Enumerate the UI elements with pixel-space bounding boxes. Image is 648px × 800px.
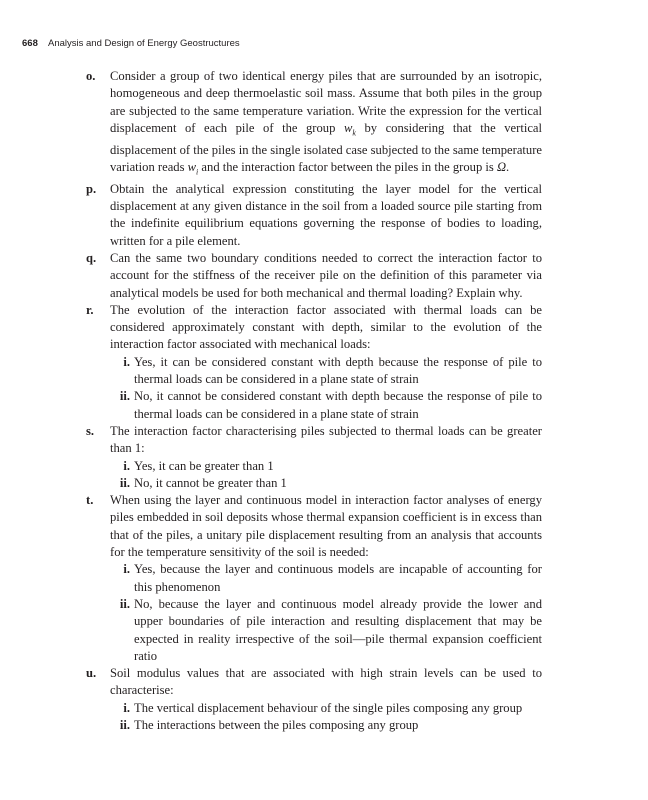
question-text: Obtain the analytical expression constituting the layer model for the vertical displacement at any given distance in the soil from a loaded source pile starting from the indefinite equilibrium equations governing the response of bodies to loading, written for a pile element. bbox=[110, 181, 542, 248]
option-text: No, it cannot be greater than 1 bbox=[134, 475, 287, 490]
option-item bbox=[110, 561, 542, 596]
omega-symbol: Ω bbox=[496, 160, 507, 174]
page-number: 668 bbox=[22, 38, 38, 49]
question-text: The evolution of the interaction factor associated with thermal loads can be considered approximately constant with depth, similar to the evolution of the interaction factor associated with mechanical loads: bbox=[110, 302, 542, 352]
question-text: Consider a group of two identical energy piles that are surrounded by an isotropic, homogeneous and deep thermoelastic soil mass. Assume that both piles in the group are subjected to the same temperature variation. Write the expression for the vertical displacement of each pile of the group $w_k$ by considering that the vertical displacement of the piles in the single isolated case subjected to the same temperature variation reads $w_i$ and the interaction factor between the piles in the group is Ω. bbox=[110, 69, 542, 177]
option-item bbox=[110, 596, 542, 665]
question-t bbox=[86, 492, 542, 665]
question-label: o. bbox=[86, 69, 96, 83]
option-text: The vertical displacement behaviour of the single piles composing any group bbox=[134, 700, 523, 715]
option-label: i. bbox=[123, 700, 130, 715]
option-item bbox=[110, 700, 542, 717]
option-label: ii. bbox=[119, 596, 130, 611]
question-text: Soil modulus values that are associated with high strain levels can be used to characterise: bbox=[110, 666, 542, 698]
option-label: i. bbox=[123, 562, 130, 577]
option-text: No, it cannot be considered constant with depth because the response of pile to thermal loads can be considered in a plane state of strain bbox=[134, 389, 542, 421]
question-label: t. bbox=[86, 493, 94, 508]
question-o bbox=[86, 68, 542, 181]
question-s bbox=[86, 423, 542, 492]
option-label: ii. bbox=[119, 475, 130, 490]
question-list bbox=[86, 68, 542, 734]
option-text: Yes, it can be considered constant with depth because the response of pile to thermal loads can be considered in a plane state of strain bbox=[134, 354, 542, 387]
option-text: The interactions between the piles composing any group bbox=[134, 718, 419, 733]
option-item bbox=[110, 717, 542, 734]
question-text: When using the layer and continuous model in interaction factor analyses of energy piles embedded in soil deposits whose thermal expansion coefficient is in excess than that of the piles, a unitary pile displacement resulting from an analysis that accounts for the temperature sensitivity of the soil is needed: bbox=[110, 493, 542, 560]
question-p bbox=[86, 181, 542, 250]
question-text: Can the same two boundary conditions needed to correct the interaction factor to account for the stiffness of the receiver pile on the definition of this parameter via analytical models be used for both mechanical and thermal loading? Explain why. bbox=[110, 251, 542, 300]
question-label: q. bbox=[86, 251, 97, 265]
option-label: ii. bbox=[119, 718, 130, 733]
question-label: s. bbox=[86, 423, 95, 438]
option-text: No, because the layer and continuous model already provide the lower and upper boundaries of pile interaction and resulting displacement that may be expected in reality irrespective of the soil—pile thermal expansion coefficient ratio bbox=[134, 596, 542, 663]
running-title: Analysis and Design of Energy Geostructures bbox=[47, 38, 240, 49]
running-header bbox=[22, 38, 240, 49]
question-label: p. bbox=[86, 181, 97, 196]
question-u bbox=[86, 665, 542, 734]
question-q bbox=[86, 250, 542, 302]
option-label: ii. bbox=[119, 389, 130, 404]
option-item bbox=[110, 458, 542, 475]
option-item bbox=[110, 354, 542, 389]
option-text: Yes, it can be greater than 1 bbox=[134, 458, 274, 473]
option-text: Yes, because the layer and continuous models are incapable of accounting for this phenomenon bbox=[134, 562, 542, 594]
wi-symbol: $w_i$ bbox=[187, 160, 199, 177]
question-label: r. bbox=[86, 302, 94, 317]
question-label: u. bbox=[86, 666, 97, 681]
option-label: i. bbox=[123, 458, 130, 473]
option-label: i. bbox=[123, 354, 130, 369]
question-r bbox=[86, 302, 542, 423]
question-text: The interaction factor characterising piles subjected to thermal loads can be greater than 1: bbox=[110, 423, 542, 456]
wk-symbol: $w_k$ bbox=[343, 120, 356, 138]
option-item bbox=[110, 475, 542, 492]
option-item bbox=[110, 388, 542, 423]
